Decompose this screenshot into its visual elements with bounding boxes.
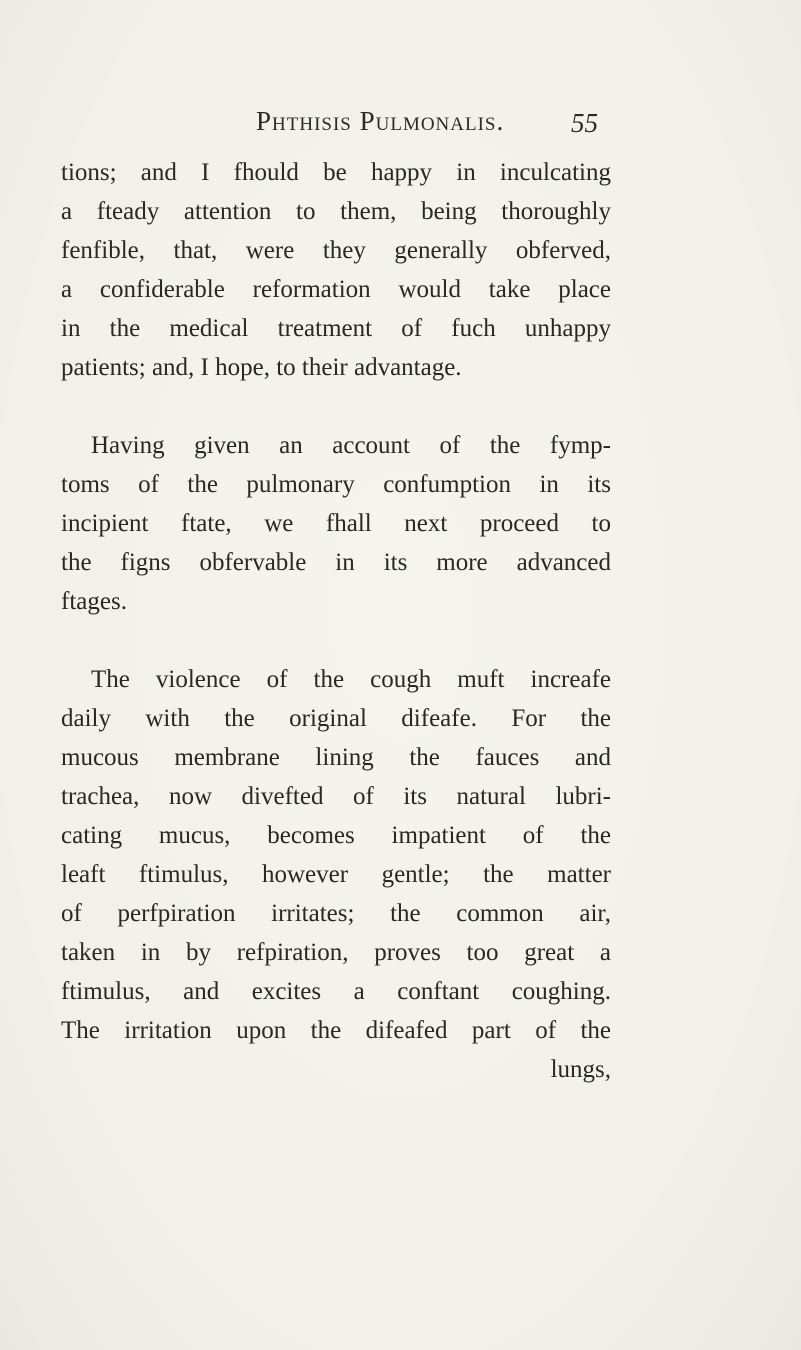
text-line: The violence of the cough muft increafe — [91, 666, 611, 693]
page-number: 55 — [571, 108, 598, 138]
text-line: in the medical treatment of fuch unhappy — [61, 315, 611, 342]
text-line: cating mucus, becomes impatient of the — [61, 822, 611, 849]
text-line: of perfpiration irritates; the common air, — [61, 900, 611, 927]
text-line: incipient ftate, we fhall next proceed to — [61, 510, 611, 537]
text-line: fenfible, that, were they generally obferved, — [61, 237, 611, 264]
text-line: daily with the original difeafe. For the — [61, 705, 611, 732]
paragraph-gap — [61, 387, 611, 426]
body-text — [61, 153, 611, 1089]
text-line: trachea, now divefted of its natural lubri- — [61, 783, 611, 810]
paragraph-gap — [61, 621, 611, 660]
running-head — [0, 106, 801, 146]
text-line: taken in by refpiration, proves too great a — [61, 939, 611, 966]
catchword: lungs, — [550, 1056, 611, 1083]
text-line: mucous membrane lining the fauces and — [61, 744, 611, 771]
text-line: Having given an account of the fymp- — [91, 432, 611, 459]
text-line: a fteady attention to them, being thoroughly — [61, 198, 611, 225]
text-line: leaft ftimulus, however gentle; the matter — [61, 861, 611, 888]
running-title: Phthisis Pulmonalis. — [256, 106, 505, 136]
text-line: ftimulus, and excites a conftant coughing. — [61, 978, 611, 1005]
text-line: the figns obfervable in its more advanced — [61, 549, 611, 576]
text-line: ftages. — [61, 588, 127, 615]
text-line: patients; and, I hope, to their advantage. — [61, 354, 462, 381]
text-line: tions; and I fhould be happy in inculcating — [61, 159, 611, 186]
text-line: The irritation upon the difeafed part of the — [61, 1017, 611, 1044]
text-line: toms of the pulmonary confumption in its — [61, 471, 611, 498]
text-line: a confiderable reformation would take place — [61, 276, 611, 303]
